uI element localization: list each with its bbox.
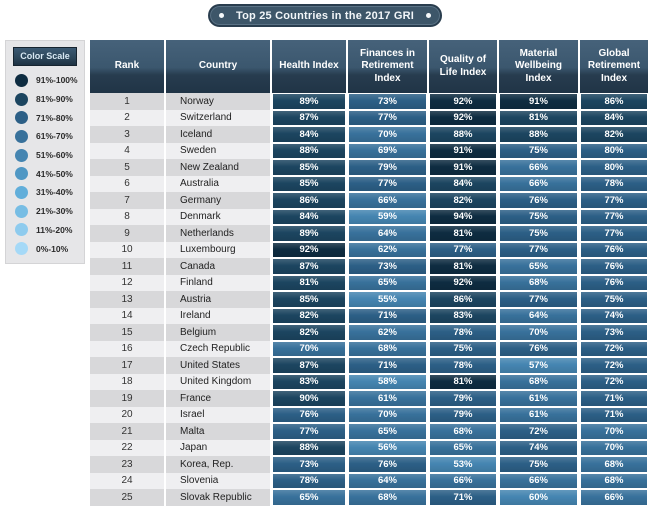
rank-cell: 12 [90, 275, 164, 292]
index-cell: 74% [499, 440, 578, 457]
index-cell: 82% [580, 126, 648, 143]
rank-cell: 16 [90, 341, 164, 358]
index-cell: 70% [348, 126, 427, 143]
index-cell: 72% [580, 374, 648, 391]
index-cell: 53% [429, 456, 497, 473]
rank-cell: 18 [90, 374, 164, 391]
decorative-dot-left [219, 13, 224, 18]
index-cell: 56% [348, 440, 427, 457]
country-cell: Finland [166, 275, 270, 292]
index-cell: 77% [429, 242, 497, 259]
index-cell: 77% [580, 225, 648, 242]
rank-cell: 4 [90, 143, 164, 160]
legend-item [6, 90, 84, 109]
legend-item [6, 202, 84, 221]
index-cell: 83% [429, 308, 497, 325]
index-cell: 84% [429, 176, 497, 193]
index-cell: 68% [499, 374, 578, 391]
index-cell: 91% [429, 143, 497, 160]
index-cell: 83% [272, 374, 346, 391]
index-cell: 76% [499, 341, 578, 358]
index-cell: 77% [348, 176, 427, 193]
index-cell: 86% [272, 192, 346, 209]
index-cell: 61% [348, 390, 427, 407]
index-cell: 65% [499, 258, 578, 275]
index-cell: 55% [348, 291, 427, 308]
index-cell: 71% [580, 390, 648, 407]
column-header-0: Rank [90, 40, 164, 93]
legend-title: Color Scale [13, 47, 77, 66]
index-cell: 88% [272, 143, 346, 160]
country-cell: Belgium [166, 324, 270, 341]
legend-color-swatch [15, 149, 28, 162]
index-cell: 88% [499, 126, 578, 143]
index-cell: 76% [580, 242, 648, 259]
index-cell: 66% [499, 176, 578, 193]
rank-cell: 23 [90, 456, 164, 473]
legend-item [6, 239, 84, 258]
index-cell: 62% [348, 242, 427, 259]
index-cell: 60% [499, 489, 578, 506]
index-cell: 79% [348, 159, 427, 176]
legend-range-label: 0%-10% [36, 243, 69, 254]
page-title: Top 25 Countries in the 2017 GRI [236, 9, 414, 22]
legend-color-swatch [15, 111, 28, 124]
index-cell: 87% [272, 258, 346, 275]
index-cell: 76% [348, 456, 427, 473]
index-cell: 64% [499, 308, 578, 325]
column-header-5: Material Wellbeing Index [499, 40, 578, 93]
rank-cell: 17 [90, 357, 164, 374]
legend-range-label: 41%-50% [36, 168, 73, 179]
index-cell: 92% [272, 242, 346, 259]
country-cell: Austria [166, 291, 270, 308]
index-cell: 81% [429, 258, 497, 275]
index-cell: 64% [348, 225, 427, 242]
index-cell: 85% [272, 176, 346, 193]
country-cell: Canada [166, 258, 270, 275]
index-cell: 79% [429, 407, 497, 424]
legend-range-label: 31%-40% [36, 187, 73, 198]
index-cell: 80% [580, 143, 648, 160]
rank-cell: 8 [90, 209, 164, 226]
country-cell: Czech Republic [166, 341, 270, 358]
legend-item [6, 146, 84, 165]
rank-cell: 7 [90, 192, 164, 209]
country-cell: Slovak Republic [166, 489, 270, 506]
index-cell: 65% [272, 489, 346, 506]
column-header-2: Health Index [272, 40, 346, 93]
index-cell: 68% [580, 456, 648, 473]
index-cell: 68% [348, 489, 427, 506]
legend-color-swatch [15, 74, 28, 87]
legend-range-label: 71%-80% [36, 112, 73, 123]
gri-table [90, 40, 648, 506]
legend-range-label: 51%-60% [36, 150, 73, 161]
index-cell: 75% [429, 341, 497, 358]
column-header-1: Country [166, 40, 270, 93]
legend-range-label: 61%-70% [36, 131, 73, 142]
index-cell: 66% [348, 192, 427, 209]
index-cell: 65% [348, 423, 427, 440]
index-cell: 75% [499, 143, 578, 160]
index-cell: 65% [429, 440, 497, 457]
index-cell: 84% [272, 209, 346, 226]
index-cell: 65% [348, 275, 427, 292]
legend-item [6, 221, 84, 240]
index-cell: 58% [348, 374, 427, 391]
index-cell: 70% [272, 341, 346, 358]
index-cell: 64% [348, 473, 427, 490]
index-cell: 84% [272, 126, 346, 143]
legend-range-label: 21%-30% [36, 206, 73, 217]
index-cell: 68% [580, 473, 648, 490]
country-cell: Australia [166, 176, 270, 193]
index-cell: 91% [499, 93, 578, 110]
rank-cell: 24 [90, 473, 164, 490]
legend-item [6, 183, 84, 202]
index-cell: 87% [272, 110, 346, 127]
index-cell: 61% [499, 407, 578, 424]
country-cell: Korea, Rep. [166, 456, 270, 473]
index-cell: 76% [272, 407, 346, 424]
country-cell: Germany [166, 192, 270, 209]
country-cell: Luxembourg [166, 242, 270, 259]
rank-cell: 11 [90, 258, 164, 275]
index-cell: 82% [272, 308, 346, 325]
index-cell: 72% [580, 341, 648, 358]
country-cell: Malta [166, 423, 270, 440]
index-cell: 78% [429, 324, 497, 341]
legend-color-swatch [15, 130, 28, 143]
index-cell: 76% [499, 192, 578, 209]
index-cell: 78% [272, 473, 346, 490]
index-cell: 62% [348, 324, 427, 341]
index-cell: 85% [272, 291, 346, 308]
rank-cell: 25 [90, 489, 164, 506]
index-cell: 61% [499, 390, 578, 407]
index-cell: 75% [499, 456, 578, 473]
title-badge [208, 4, 442, 27]
index-cell: 88% [272, 440, 346, 457]
legend-color-swatch [15, 242, 28, 255]
country-cell: Switzerland [166, 110, 270, 127]
country-cell: Israel [166, 407, 270, 424]
index-cell: 82% [272, 324, 346, 341]
index-cell: 86% [429, 291, 497, 308]
index-cell: 77% [580, 192, 648, 209]
index-cell: 85% [272, 159, 346, 176]
index-cell: 69% [348, 143, 427, 160]
index-cell: 68% [429, 423, 497, 440]
index-cell: 77% [348, 110, 427, 127]
index-cell: 70% [580, 423, 648, 440]
rank-cell: 9 [90, 225, 164, 242]
index-cell: 79% [429, 390, 497, 407]
column-header-3: Finances in Retirement Index [348, 40, 427, 93]
rank-cell: 14 [90, 308, 164, 325]
index-cell: 68% [499, 275, 578, 292]
legend-range-label: 91%-100% [36, 75, 78, 86]
country-cell: Slovenia [166, 473, 270, 490]
country-cell: Iceland [166, 126, 270, 143]
index-cell: 66% [580, 489, 648, 506]
index-cell: 92% [429, 110, 497, 127]
legend-color-swatch [15, 186, 28, 199]
rank-cell: 13 [90, 291, 164, 308]
index-cell: 92% [429, 275, 497, 292]
index-cell: 71% [580, 407, 648, 424]
index-cell: 75% [580, 291, 648, 308]
index-cell: 70% [499, 324, 578, 341]
index-cell: 68% [348, 341, 427, 358]
index-cell: 75% [499, 209, 578, 226]
index-cell: 92% [429, 93, 497, 110]
legend-color-swatch [15, 93, 28, 106]
rank-cell: 6 [90, 176, 164, 193]
rank-cell: 15 [90, 324, 164, 341]
index-cell: 88% [429, 126, 497, 143]
country-cell: United States [166, 357, 270, 374]
legend-color-swatch [15, 167, 28, 180]
index-cell: 66% [499, 159, 578, 176]
country-cell: France [166, 390, 270, 407]
index-cell: 66% [499, 473, 578, 490]
index-cell: 77% [499, 242, 578, 259]
rank-cell: 3 [90, 126, 164, 143]
country-cell: New Zealand [166, 159, 270, 176]
index-cell: 57% [499, 357, 578, 374]
legend-color-swatch [15, 223, 28, 236]
index-cell: 94% [429, 209, 497, 226]
legend-item [6, 164, 84, 183]
country-cell: Norway [166, 93, 270, 110]
legend-range-label: 11%-20% [36, 224, 73, 235]
index-cell: 84% [580, 110, 648, 127]
index-cell: 91% [429, 159, 497, 176]
index-cell: 70% [580, 440, 648, 457]
index-cell: 71% [348, 357, 427, 374]
country-cell: Denmark [166, 209, 270, 226]
legend-color-swatch [15, 205, 28, 218]
rank-cell: 21 [90, 423, 164, 440]
index-cell: 77% [272, 423, 346, 440]
country-cell: Japan [166, 440, 270, 457]
legend-item [6, 108, 84, 127]
index-cell: 81% [499, 110, 578, 127]
index-cell: 81% [429, 374, 497, 391]
index-cell: 89% [272, 93, 346, 110]
decorative-dot-right [426, 13, 431, 18]
index-cell: 77% [580, 209, 648, 226]
country-cell: Sweden [166, 143, 270, 160]
rank-cell: 2 [90, 110, 164, 127]
rank-cell: 22 [90, 440, 164, 457]
rank-cell: 5 [90, 159, 164, 176]
index-cell: 72% [499, 423, 578, 440]
column-header-6: Global Retirement Index [580, 40, 648, 93]
country-cell: Netherlands [166, 225, 270, 242]
index-cell: 90% [272, 390, 346, 407]
index-cell: 73% [348, 93, 427, 110]
country-cell: Ireland [166, 308, 270, 325]
index-cell: 86% [580, 93, 648, 110]
index-cell: 73% [348, 258, 427, 275]
index-cell: 66% [429, 473, 497, 490]
column-header-4: Quality of Life Index [429, 40, 497, 93]
index-cell: 81% [429, 225, 497, 242]
index-cell: 71% [429, 489, 497, 506]
index-cell: 59% [348, 209, 427, 226]
legend-rows [6, 71, 84, 258]
index-cell: 77% [499, 291, 578, 308]
index-cell: 80% [580, 159, 648, 176]
rank-cell: 1 [90, 93, 164, 110]
index-cell: 73% [580, 324, 648, 341]
index-cell: 71% [348, 308, 427, 325]
index-cell: 82% [429, 192, 497, 209]
index-cell: 76% [580, 275, 648, 292]
country-cell: United Kingdom [166, 374, 270, 391]
index-cell: 76% [580, 258, 648, 275]
legend-range-label: 81%-90% [36, 94, 73, 105]
rank-cell: 19 [90, 390, 164, 407]
color-scale-legend [5, 40, 85, 264]
index-cell: 70% [348, 407, 427, 424]
index-cell: 72% [580, 357, 648, 374]
index-cell: 89% [272, 225, 346, 242]
index-cell: 78% [429, 357, 497, 374]
legend-item [6, 127, 84, 146]
index-cell: 87% [272, 357, 346, 374]
index-cell: 81% [272, 275, 346, 292]
index-cell: 75% [499, 225, 578, 242]
index-cell: 74% [580, 308, 648, 325]
rank-cell: 20 [90, 407, 164, 424]
legend-item [6, 71, 84, 90]
rank-cell: 10 [90, 242, 164, 259]
index-cell: 73% [272, 456, 346, 473]
index-cell: 78% [580, 176, 648, 193]
